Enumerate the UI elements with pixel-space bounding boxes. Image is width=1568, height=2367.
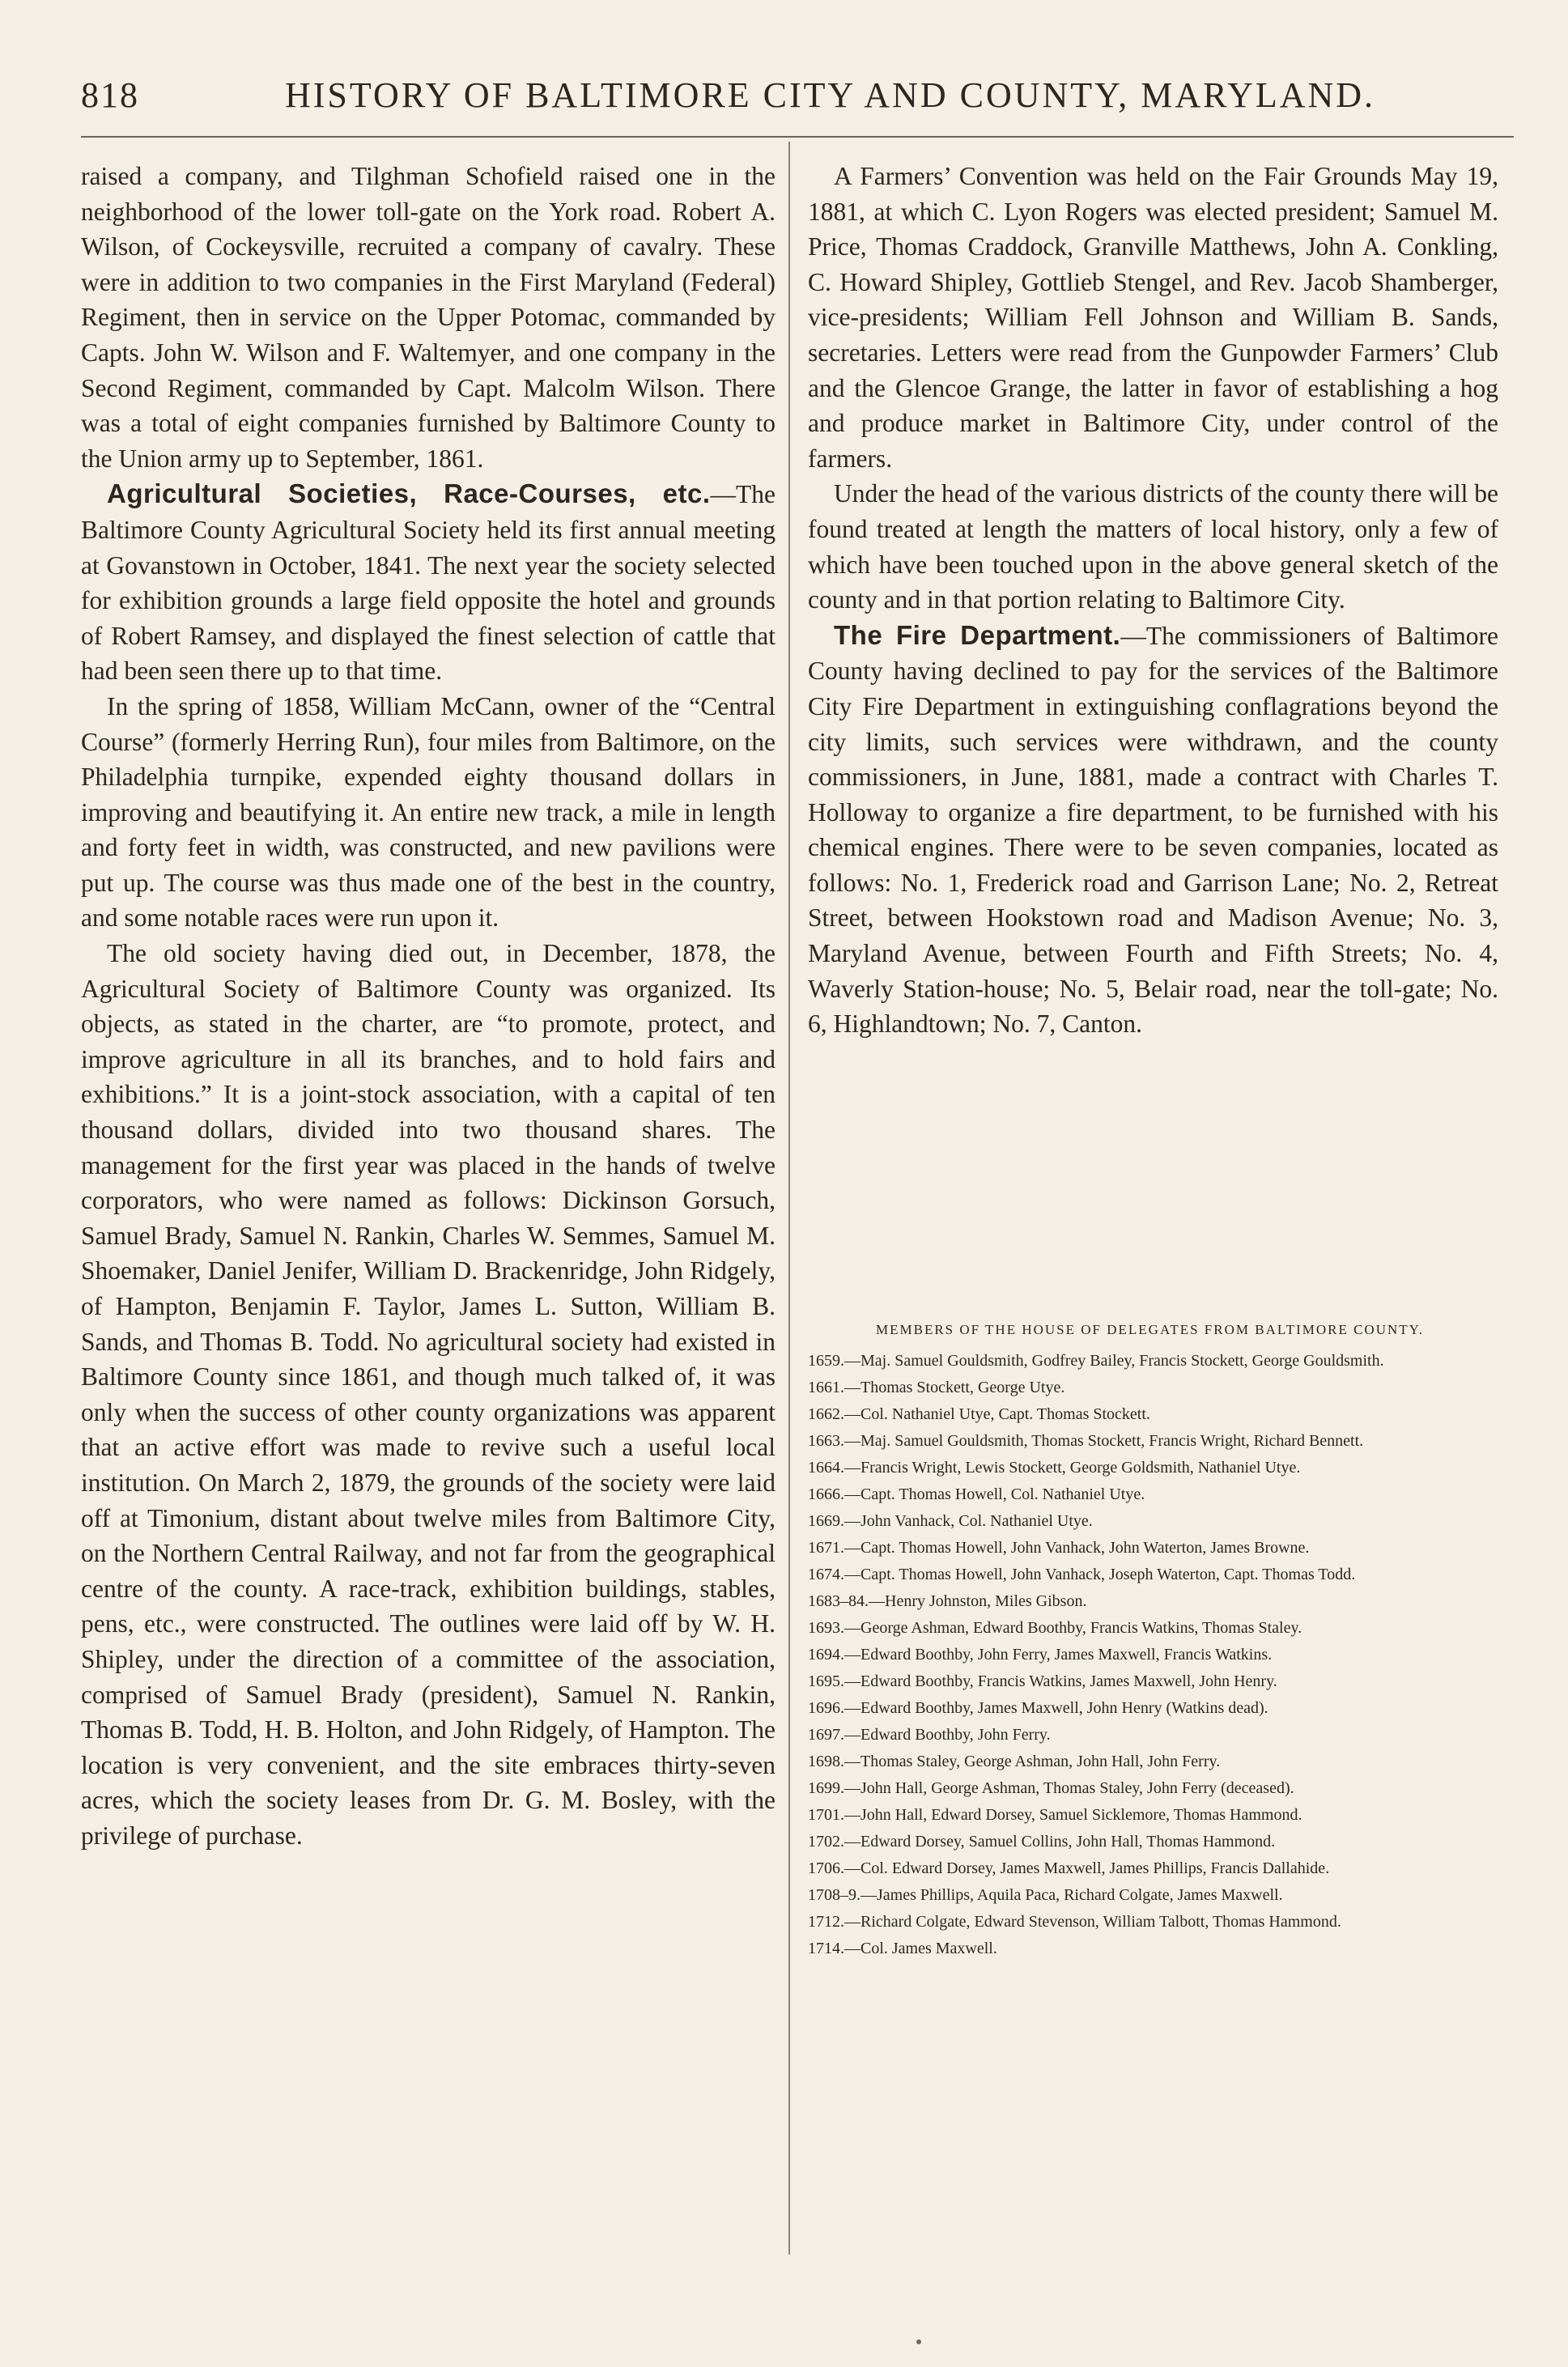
entry-names: —Capt. Thomas Howell, John Vanhack, John Waterton, James Browne. [844, 1539, 1310, 1557]
delegates-entry [808, 1429, 1492, 1453]
entry-year: 1674. [808, 1566, 844, 1583]
entry-year: 1659. [808, 1352, 844, 1370]
entry-year: 1666. [808, 1485, 844, 1503]
entry-year: 1697. [808, 1726, 844, 1744]
entry-names: —Edward Dorsey, Samuel Collins, John Hall, Thomas Hammond. [844, 1833, 1276, 1851]
delegates-list [808, 1318, 1492, 1963]
entry-year: 1671. [808, 1539, 844, 1557]
delegates-entry [808, 1482, 1492, 1506]
column-divider [788, 142, 790, 2254]
delegates-entry [808, 1669, 1492, 1693]
entry-names: —John Hall, Edward Dorsey, Samuel Sicklemore, Thomas Hammond. [844, 1806, 1302, 1824]
page-number: 818 [81, 75, 139, 115]
entry-names: —James Phillips, Aquila Paca, Richard Colgate, James Maxwell. [860, 1886, 1283, 1904]
delegates-entry [808, 1749, 1492, 1774]
running-title: HISTORY OF BALTIMORE CITY AND COUNTY, MARYLAND. [285, 75, 1376, 115]
section-heading: Agricultural Societies, Race-Courses, etc. [107, 478, 711, 509]
paragraph: Under the head of the various districts of the county there will be found treated at length the matters of local history, only a few of which have been touched upon in the above general sketch of the county and in that portion relating to Baltimore City. [808, 479, 1498, 614]
delegates-entry [808, 1936, 1492, 1961]
entry-year: 1694. [808, 1646, 844, 1664]
delegates-entry [808, 1375, 1492, 1400]
right-column [808, 159, 1498, 1042]
entry-names: —John Hall, George Ashman, Thomas Staley, John Ferry (deceased). [844, 1779, 1294, 1797]
entry-year: 1714. [808, 1940, 844, 1957]
paragraph [808, 618, 1498, 1042]
delegates-entry [808, 1642, 1492, 1667]
delegates-entry [808, 1589, 1492, 1613]
delegates-entry [808, 1910, 1492, 1934]
entry-year: 1701. [808, 1806, 844, 1824]
paragraph-text: —The Baltimore County Agricultural Society held its first annual meeting at Govanstown in October, 1841. The next year the society selected for exhibition grounds a large field opposite the hotel and grounds of Robert Ramsey, and displayed the finest selection of cattle that had been seen there up to that time. [81, 480, 776, 686]
paragraph [81, 476, 776, 689]
entry-year: 1706. [808, 1859, 844, 1877]
delegates-entry [808, 1349, 1492, 1373]
entry-names: —Maj. Samuel Gouldsmith, Godfrey Bailey, Francis Stockett, George Gouldsmith. [844, 1352, 1384, 1370]
paragraph: A Farmers’ Convention was held on the Fair Grounds May 19, 1881, at which C. Lyon Rogers was elected president; Samuel M. Price, Thomas Craddock, Granville Matthews, John A. Conkling, C. Howard Shipley, Gottlieb Stengel, and Rev. Jacob Shamberger, vice-presidents; William Fell Johnson and William B. Sands, secretaries. Letters were read from the Gunpowder Farmers’ Club and the Glencoe Grange, the latter in favor of establishing a hog and produce market in Baltimore City, under control of the farmers. [808, 162, 1498, 473]
delegates-entry [808, 1536, 1492, 1560]
delegates-entry [808, 1856, 1492, 1880]
entry-year: 1699. [808, 1779, 844, 1797]
entry-year: 1662. [808, 1405, 844, 1423]
entry-names: —George Ashman, Edward Boothby, Francis Watkins, Thomas Staley. [844, 1619, 1302, 1637]
delegates-entry [808, 1803, 1492, 1827]
entry-year: 1712. [808, 1913, 844, 1931]
delegates-entry [808, 1402, 1492, 1426]
delegates-entry [808, 1616, 1492, 1640]
entry-year: 1696. [808, 1699, 844, 1717]
delegates-entry [808, 1883, 1492, 1907]
entry-names: —Capt. Thomas Howell, Col. Nathaniel Utye. [844, 1485, 1145, 1503]
entry-names: —Maj. Samuel Gouldsmith, Thomas Stockett, Francis Wright, Richard Bennett. [844, 1432, 1364, 1450]
left-column [81, 159, 776, 1854]
entry-year: 1683–84. [808, 1592, 869, 1610]
entry-year: 1661. [808, 1379, 844, 1396]
running-header [81, 74, 1514, 123]
delegates-entry [808, 1509, 1492, 1533]
entry-names: —Edward Boothby, James Maxwell, John Henry (Watkins dead). [844, 1699, 1268, 1717]
entry-names: —Col. Nathaniel Utye, Capt. Thomas Stockett. [844, 1405, 1150, 1423]
entry-year: 1708–9. [808, 1886, 860, 1904]
delegates-entry [808, 1723, 1492, 1747]
entry-names: —Edward Boothby, John Ferry, James Maxwell, Francis Watkins. [844, 1646, 1273, 1664]
entry-names: —Edward Boothby, Francis Watkins, James Maxwell, John Henry. [844, 1672, 1277, 1690]
entry-names: —Col. James Maxwell. [844, 1940, 997, 1957]
paragraph: In the spring of 1858, William McCann, owner of the “Central Course” (formerly Herring Run), four miles from Baltimore, on the Philadelphia turnpike, expended eighty thousand dollars in improving and beautifying it. An entire new track, a mile in length and forty feet in width, was constructed, and new pavilions were put up. The course was thus made one of the best in the country, and some notable races were run upon it. [81, 691, 776, 933]
entry-year: 1698. [808, 1753, 844, 1770]
entry-year: 1695. [808, 1672, 844, 1690]
delegates-entry [808, 1455, 1492, 1480]
entry-year: 1669. [808, 1512, 844, 1530]
entry-year: 1663. [808, 1432, 844, 1450]
entry-names: —Francis Wright, Lewis Stockett, George Goldsmith, Nathaniel Utye. [844, 1459, 1301, 1477]
entry-names: —Thomas Stockett, George Utye. [844, 1379, 1065, 1396]
entry-year: 1693. [808, 1619, 844, 1637]
entry-names: —Thomas Staley, George Ashman, John Hall, John Ferry. [844, 1753, 1221, 1770]
paragraph: raised a company, and Tilghman Schofield raised one in the neighborhood of the lower toll-gate on the York road. Robert A. Wilson, of Cockeysville, recruited a company of cavalry. These were in addition to two companies in the First Maryland (Federal) Regiment, then in service on the Upper Potomac, commanded by Capts. John W. Wilson and F. Waltemyer, and one company in the Second Regiment, commanded by Capt. Malcolm Wilson. There was a total of eight companies furnished by Baltimore County to the Union army up to September, 1861. [81, 162, 776, 473]
delegates-list-title: MEMBERS OF THE HOUSE OF DELEGATES FROM BALTIMORE COUNTY. [875, 1322, 1424, 1337]
entry-names: —Richard Colgate, Edward Stevenson, William Talbott, Thomas Hammond. [844, 1913, 1341, 1931]
delegates-entry [808, 1562, 1492, 1587]
entry-names: —Col. Edward Dorsey, James Maxwell, James Phillips, Francis Dallahide. [844, 1859, 1330, 1877]
delegates-entry [808, 1776, 1492, 1800]
paragraph-text: —The commissioners of Baltimore County having declined to pay for the services of the Baltimore City Fire Department in extinguishing conflagrations beyond the city limits, such services were withdrawn, and the county commissioners, in June, 1881, made a contract with Charles T. Holloway to organize a fire department, to be furnished with his chemical engines. There were to be seven companies, located as follows: No. 1, Frederick road and Garrison Lane; No. 2, Retreat Street, between Hookstown road and Madison Avenue; No. 3, Maryland Avenue, between Fourth and Fifth Streets; No. 4, Waverly Station-house; No. 5, Belair road, near the toll-gate; No. 6, Highlandtown; No. 7, Canton. [808, 621, 1498, 1039]
entry-names: —Capt. Thomas Howell, John Vanhack, Joseph Waterton, Capt. Thomas Todd. [844, 1566, 1356, 1583]
entry-year: 1664. [808, 1459, 844, 1477]
delegates-entry [808, 1829, 1492, 1854]
entry-names: —John Vanhack, Col. Nathaniel Utye. [844, 1512, 1093, 1530]
entry-year: 1702. [808, 1833, 844, 1851]
header-rule [81, 136, 1514, 138]
entry-names: —Henry Johnston, Miles Gibson. [869, 1592, 1087, 1610]
paragraph: The old society having died out, in December, 1878, the Agricultural Society of Baltimore County was organized. Its objects, as stated in the charter, are “to promote, protect, and improve agriculture in all its branches, and to hold fairs and exhibitions.” It is a joint-stock association, with a capital of ten thousand dollars, divided into two thousand shares. The management for the first year was placed in the hands of twelve corporators, who were named as follows: Dickinson Gorsuch, Samuel Brady, Samuel N. Rankin, Charles W. Semmes, Samuel M. Shoemaker, Daniel Jenifer, William D. Brackenridge, John Ridgely, of Hampton, Benjamin F. Taylor, James L. Sutton, William B. Sands, and Thomas B. Todd. No agricultural society had existed in Baltimore County since 1861, and though much talked of, it was only when the success of other county organizations was apparent that an active effort was made to revive such a useful local institution. On March 2, 1879, the grounds of the society were laid off at Timonium, distant about twelve miles from Baltimore City, on the Northern Central Railway, and not far from the geographical centre of the county. A race-track, exhibition buildings, stables, pens, etc., were constructed. The outlines were laid off by W. H. Shipley, under the direction of a committee of the association, comprised of Samuel Brady (president), Samuel N. Rankin, Thomas B. Todd, H. B. Holton, and John Ridgely, of Hampton. The location is very convenient, and the site embraces thirty-seven acres, which the society leases from Dr. G. M. Bosley, with the privilege of purchase. [81, 939, 776, 1850]
delegates-entry [808, 1696, 1492, 1720]
printer-mark [916, 2339, 921, 2344]
entry-names: —Edward Boothby, John Ferry. [844, 1726, 1051, 1744]
section-heading: The Fire Department. [834, 619, 1121, 650]
